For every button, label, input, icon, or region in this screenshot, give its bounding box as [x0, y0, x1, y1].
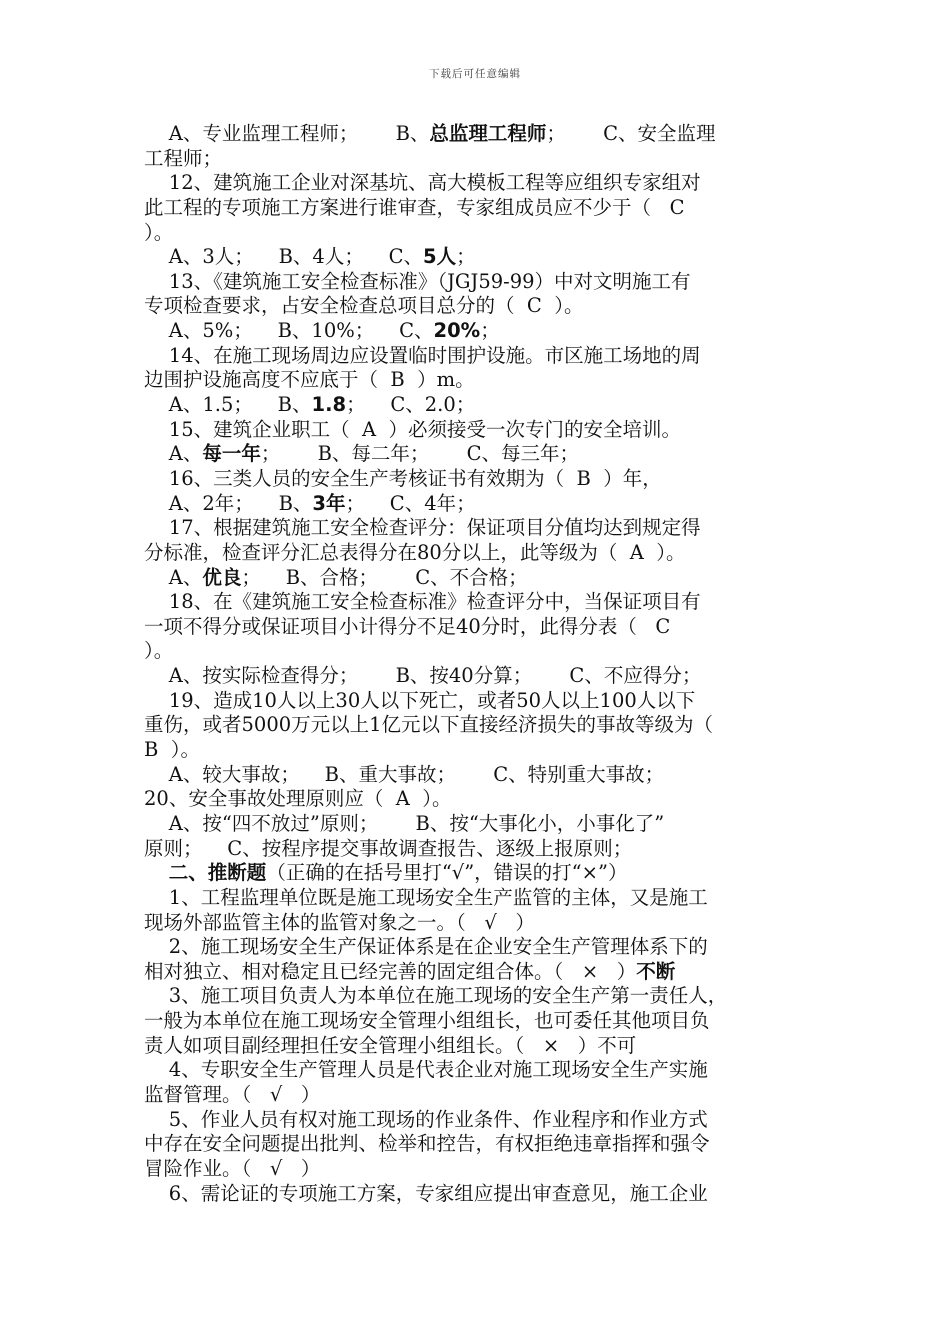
text-line	[144, 467, 810, 492]
text-segment: 18、在《建筑施工安全检查标准》检查评分中，当保证项目有	[144, 590, 701, 614]
text-line	[144, 1083, 810, 1108]
text-segment: 6、需论证的专项施工方案，专家组应提出审查意见，施工企业	[144, 1181, 708, 1205]
answer-highlight: 不断	[636, 959, 676, 983]
text-segment: A、2年； B、	[144, 491, 313, 515]
text-line	[144, 590, 810, 615]
text-segment: 5、作业人员有权对施工现场的作业条件、作业程序和作业方式	[144, 1107, 708, 1131]
text-segment: 一项不得分或保证项目小计得分不足40分时，此得分表（ C	[144, 614, 671, 638]
text-line	[144, 1157, 810, 1182]
text-line	[144, 368, 810, 393]
text-line	[144, 294, 810, 319]
text-line	[144, 713, 810, 738]
text-line	[144, 1108, 810, 1133]
text-line	[144, 763, 810, 788]
text-segment: ； C、2.0；	[346, 393, 476, 417]
text-segment: 20、安全事故处理原则应（ A ）。	[144, 787, 452, 811]
text-segment: ；	[480, 319, 500, 343]
text-line	[144, 812, 810, 837]
text-segment: B ）。	[144, 738, 200, 762]
answer-highlight: 20%	[433, 319, 481, 343]
text-segment: 责人如项目副经理担任安全管理小组组长。（ × ）不可	[144, 1033, 637, 1057]
text-segment: A、按“四不放过”原则； B、按“大事化小，小事化了”	[144, 811, 665, 835]
text-segment: ）。	[144, 639, 174, 663]
text-segment: 16、三类人员的安全生产考核证书有效期为（ B ）年，	[144, 466, 662, 490]
text-line	[144, 861, 810, 886]
text-line	[144, 492, 810, 517]
text-segment: 14、在施工现场周边应设置临时围护设施。市区施工场地的周	[144, 343, 701, 367]
text-line	[144, 664, 810, 689]
text-segment: 17、根据建筑施工安全检查评分：保证项目分值均达到规定得	[144, 516, 701, 540]
text-segment: 3、施工项目负责人为本单位在施工现场的安全生产第一责任人，	[144, 984, 728, 1008]
text-segment: A、	[144, 565, 203, 589]
text-line	[144, 1058, 810, 1083]
text-segment: 分标准，检查评分汇总表得分在80分以上，此等级为（ A ）。	[144, 540, 686, 564]
text-line	[144, 196, 810, 221]
text-line	[144, 270, 810, 295]
answer-highlight: 3年	[312, 491, 346, 515]
text-line	[144, 984, 810, 1009]
text-segment: ）。	[144, 220, 174, 244]
text-segment: 2、施工现场安全生产保证体系是在企业安全生产管理体系下的	[144, 935, 708, 959]
text-line	[144, 1009, 810, 1034]
text-segment: ； B、每二年； C、每三年；	[260, 442, 580, 466]
text-line	[144, 738, 810, 763]
text-segment: A、较大事故； B、重大事故； C、特别重大事故；	[144, 762, 665, 786]
text-line	[144, 319, 810, 344]
text-segment: 12、建筑施工企业对深基坑、高大模板工程等应组织专家组对	[144, 171, 701, 195]
text-segment: 13、《建筑施工安全检查标准》（JGJ59-99）中对文明施工有	[144, 269, 691, 293]
text-line	[144, 541, 810, 566]
answer-highlight: 总监理工程师	[429, 122, 547, 145]
text-segment: 监督管理。（ √ ）	[144, 1082, 321, 1106]
text-line	[144, 639, 810, 664]
text-line	[144, 418, 810, 443]
text-segment: 工程师；	[144, 146, 223, 170]
text-segment: ； B、合格； C、不合格；	[241, 565, 528, 589]
text-line	[144, 221, 810, 246]
text-segment: 4、专职安全生产管理人员是代表企业对施工现场安全生产实施	[144, 1058, 708, 1082]
text-segment: 冒险作业。（ √ ）	[144, 1156, 321, 1180]
text-line	[144, 442, 810, 467]
text-segment: ； C、4年；	[345, 491, 476, 515]
text-segment: A、	[144, 442, 203, 466]
text-segment: 1、工程监理单位既是施工现场安全生产监管的主体，又是施工	[144, 885, 708, 909]
text-line	[144, 147, 810, 172]
page-header: 下载后可任意编辑	[429, 68, 521, 80]
text-segment: 重伤，或者5000万元以上1亿元以下直接经济损失的事故等级为（	[144, 713, 714, 737]
text-segment: 此工程的专项施工方案进行谁审查，专家组成员应不少于（ C	[144, 195, 685, 219]
text-line	[144, 837, 810, 862]
text-segment: A、5%； B、10%； C、	[144, 319, 434, 343]
text-segment	[144, 861, 169, 884]
text-segment: 原则； C、按程序提交事故调查报告、逐级上报原则；	[144, 836, 633, 860]
text-line	[144, 615, 810, 640]
text-segment: A、3人； B、4人； C、	[144, 245, 424, 269]
text-line	[144, 911, 810, 936]
document-body	[144, 122, 810, 1206]
text-line	[144, 245, 810, 270]
answer-highlight: 每一年	[202, 442, 261, 466]
answer-highlight: 5人	[423, 245, 457, 269]
text-segment: 相对独立、相对稳定且已经完善的固定组合体。（ × ）	[144, 959, 637, 983]
text-line	[144, 344, 810, 369]
text-segment: 现场外部监管主体的监管对象之一。（ √ ）	[144, 910, 535, 934]
text-segment: 19、造成10人以上30人以下死亡，或者50人以上100人以下	[144, 688, 696, 712]
text-line	[144, 935, 810, 960]
text-segment: ； C、安全监理	[546, 122, 716, 145]
answer-highlight: 1.8	[311, 393, 347, 417]
text-line	[144, 787, 810, 812]
text-segment: 专项检查要求，占安全检查总项目总分的（ C ）。	[144, 294, 584, 318]
text-line	[144, 393, 810, 418]
text-line	[144, 689, 810, 714]
text-segment: A、按实际检查得分； B、按40分算； C、不应得分；	[144, 664, 702, 688]
answer-highlight: 优良	[202, 565, 242, 589]
text-line	[144, 122, 810, 147]
text-segment: 一般为本单位在施工现场安全管理小组组长，也可委任其他项目负	[144, 1009, 710, 1033]
text-line	[144, 1132, 810, 1157]
text-line	[144, 886, 810, 911]
text-line	[144, 960, 810, 985]
answer-highlight: 二、推断题	[168, 861, 267, 885]
text-line	[144, 516, 810, 541]
text-segment: 中存在安全问题提出批判、检举和控告，有权拒绝违章指挥和强令	[144, 1132, 710, 1156]
text-segment: A、专业监理工程师； B、	[144, 122, 430, 145]
text-segment: 15、建筑企业职工（ A ）必须接受一次专门的安全培训。	[144, 417, 681, 441]
text-line	[144, 566, 810, 591]
text-line	[144, 1182, 810, 1207]
text-segment: ；	[456, 245, 476, 269]
text-segment: 边围护设施高度不应底于（ B ）m。	[144, 368, 475, 392]
text-line	[144, 171, 810, 196]
text-segment: （正确的在括号里打“√”，错误的打“×”）	[266, 861, 628, 885]
text-segment: A、1.5； B、	[144, 393, 312, 417]
text-line	[144, 1034, 810, 1059]
